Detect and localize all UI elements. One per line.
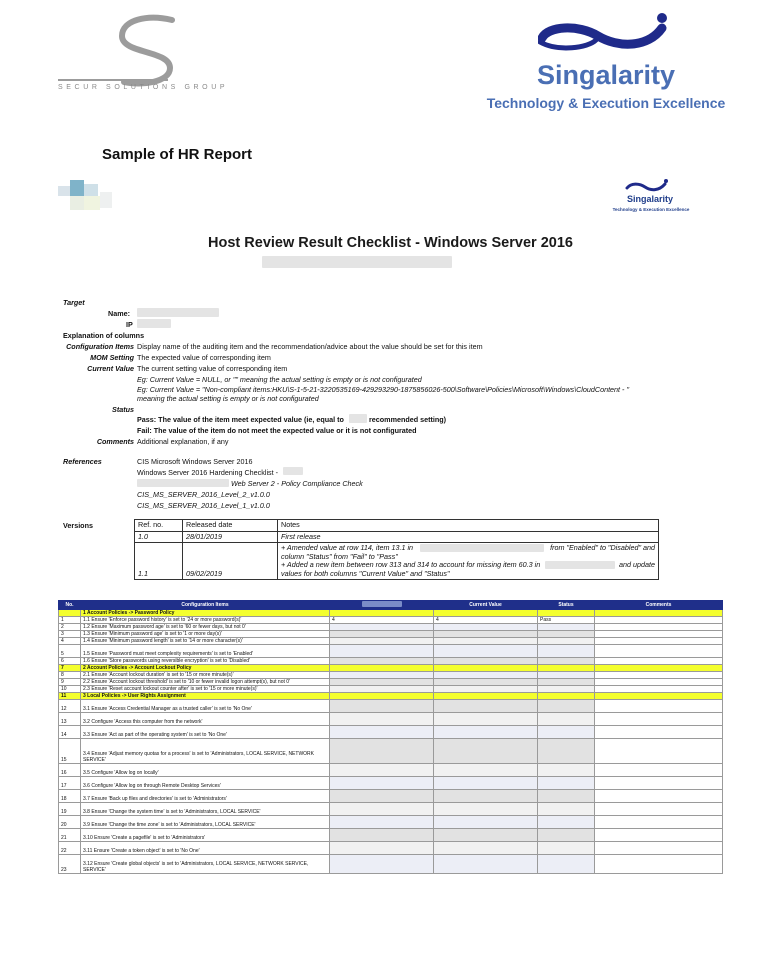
config-item: 2.3 Ensure 'Reset account lockout counter after' is set to '15 or more minute(s)'	[81, 686, 330, 693]
config-comments	[595, 842, 723, 855]
config-comments	[595, 624, 723, 631]
version-note: + Added a new item between row 313 and 314 to account for missing item 60.3 in	[281, 560, 541, 569]
config-status	[538, 672, 595, 679]
config-item: 1.5 Ensure 'Password must meet complexity requirements' is set to 'Enabled'	[81, 645, 330, 658]
config-current-value	[434, 790, 538, 803]
config-mom-setting	[330, 816, 434, 829]
brand-tagline: Technology & Execution Excellence	[486, 95, 726, 111]
mini-brand-tagline: Technology & Execution Excellence	[612, 207, 690, 212]
current-value-text: The current setting value of corresponding item	[137, 364, 288, 373]
config-mom-setting	[330, 645, 434, 658]
config-mom-setting	[330, 638, 434, 645]
config-status	[538, 803, 595, 816]
config-comments	[595, 829, 723, 842]
versions-header: Released date	[183, 520, 278, 532]
config-comments	[595, 679, 723, 686]
versions-label: Versions	[63, 521, 93, 530]
config-no: 9	[59, 679, 81, 686]
target-name-label: Name:	[108, 309, 130, 318]
config-mom-setting	[330, 713, 434, 726]
config-item: 3.7 Ensure 'Back up files and directories' is set to 'Administrators'	[81, 790, 330, 803]
config-mom-setting: 4	[330, 617, 434, 624]
config-items-text: Display name of the auditing item and the recommendation/advice about the value should be set for this item	[137, 342, 483, 351]
config-item-row	[59, 764, 723, 777]
config-status	[538, 816, 595, 829]
config-header-no: No.	[59, 601, 81, 610]
config-comments	[595, 610, 723, 617]
version-date: 09/02/2019	[183, 543, 278, 580]
version-note: values for both columns "Current Value" and "Status"	[281, 568, 450, 578]
redacted-reference	[137, 479, 229, 487]
config-no: 10	[59, 686, 81, 693]
config-mom-setting	[330, 693, 434, 700]
target-heading: Target	[63, 298, 85, 307]
config-current-value	[434, 739, 538, 764]
config-item-row	[59, 700, 723, 713]
config-header-status: Status	[538, 601, 595, 610]
config-item-row	[59, 672, 723, 679]
config-mom-setting	[330, 842, 434, 855]
config-item-row	[59, 638, 723, 645]
example-1: Eg: Current Value = NULL, or "" meaning the actual setting is empty or is not configurated	[137, 375, 422, 384]
version-note: and update	[619, 560, 655, 569]
config-no: 6	[59, 658, 81, 665]
config-item-row	[59, 624, 723, 631]
pass-text-end: recommended setting)	[369, 415, 447, 424]
status-label: Status	[112, 405, 134, 414]
config-no	[59, 610, 81, 617]
reference-item: Web Server 2 - Policy Compliance Check	[231, 479, 363, 488]
config-current-value	[434, 631, 538, 638]
config-mom-setting	[330, 686, 434, 693]
config-current-value	[434, 764, 538, 777]
config-comments	[595, 803, 723, 816]
config-item: 2 Account Policies -> Account Lockout Policy	[81, 665, 330, 672]
config-no: 19	[59, 803, 81, 816]
config-mom-setting	[330, 739, 434, 764]
comments-label: Comments	[96, 437, 134, 446]
config-header-mom	[330, 601, 434, 610]
config-status	[538, 700, 595, 713]
config-mom-setting	[330, 777, 434, 790]
config-status	[538, 638, 595, 645]
config-no: 5	[59, 645, 81, 658]
config-mom-setting	[330, 855, 434, 874]
config-comments	[595, 693, 723, 700]
config-comments	[595, 617, 723, 624]
reference-item: CIS_MS_SERVER_2016_Level_1_v1.0.0	[137, 501, 270, 510]
config-no: 13	[59, 713, 81, 726]
config-header-comments: Comments	[595, 601, 723, 610]
configuration-items-table	[58, 600, 723, 874]
version-date: 28/01/2019	[183, 531, 278, 543]
config-item: 1.6 Ensure 'Store passwords using reversible encryption' is set to 'Disabled'	[81, 658, 330, 665]
config-mom-setting	[330, 790, 434, 803]
config-section-row	[59, 610, 723, 617]
config-current-value	[434, 816, 538, 829]
config-no: 2	[59, 624, 81, 631]
redacted-name	[137, 308, 219, 317]
config-item: 3.11 Ensure 'Create a token object' is set to 'No One'	[81, 842, 330, 855]
versions-row	[135, 531, 659, 543]
config-comments	[595, 638, 723, 645]
redacted-ip	[137, 319, 171, 328]
config-item: 1.2 Ensure 'Maximum password age' is set to '60 or fewer days, but not 0'	[81, 624, 330, 631]
config-item: 1.4 Ensure 'Minimum password length' is set to '14 or more character(s)'	[81, 638, 330, 645]
current-value-label: Current Value	[87, 364, 134, 373]
config-status	[538, 658, 595, 665]
config-current-value	[434, 803, 538, 816]
config-current-value	[434, 713, 538, 726]
singalarity-logo	[538, 8, 678, 58]
config-item-row	[59, 777, 723, 790]
version-note-cell	[278, 543, 659, 580]
example-2b: meaning the actual setting is empty or is not configurated	[137, 394, 319, 403]
config-no: 17	[59, 777, 81, 790]
config-mom-setting	[330, 726, 434, 739]
mini-singalarity-logo	[625, 178, 671, 194]
config-no: 15	[59, 739, 81, 764]
comments-text: Additional explanation, if any	[137, 437, 229, 446]
config-item: 3.5 Configure 'Allow log on locally'	[81, 764, 330, 777]
config-header-current: Current Value	[434, 601, 538, 610]
config-no: 12	[59, 700, 81, 713]
config-comments	[595, 645, 723, 658]
config-comments	[595, 658, 723, 665]
config-current-value	[434, 700, 538, 713]
config-section-row	[59, 665, 723, 672]
config-current-value	[434, 693, 538, 700]
mom-setting-text: The expected value of corresponding item	[137, 353, 271, 362]
config-no: 23	[59, 855, 81, 874]
config-item: 3 Local Policies -> User Rights Assignment	[81, 693, 330, 700]
config-status	[538, 842, 595, 855]
config-item: 1 Account Policies -> Password Policy	[81, 610, 330, 617]
config-no: 7	[59, 665, 81, 672]
config-no: 20	[59, 816, 81, 829]
references-label: References	[63, 457, 102, 466]
config-current-value	[434, 610, 538, 617]
config-status	[538, 631, 595, 638]
config-current-value	[434, 686, 538, 693]
client-logo-blurred	[58, 180, 118, 214]
config-status	[538, 665, 595, 672]
config-mom-setting	[330, 672, 434, 679]
config-no: 16	[59, 764, 81, 777]
version-note: First release	[278, 531, 659, 543]
reference-item: Windows Server 2016 Hardening Checklist -	[137, 468, 279, 477]
redacted-header	[362, 601, 402, 607]
config-status	[538, 693, 595, 700]
config-status	[538, 777, 595, 790]
config-status	[538, 829, 595, 842]
config-status	[538, 739, 595, 764]
config-current-value	[434, 645, 538, 658]
config-current-value	[434, 672, 538, 679]
config-status	[538, 686, 595, 693]
config-no: 22	[59, 842, 81, 855]
pass-text: Pass: The value of the item meet expected value (ie, equal to	[137, 415, 344, 424]
config-item-row	[59, 803, 723, 816]
config-no: 21	[59, 829, 81, 842]
config-comments	[595, 686, 723, 693]
config-current-value: 4	[434, 617, 538, 624]
config-status	[538, 764, 595, 777]
versions-table	[134, 519, 659, 580]
config-no: 4	[59, 638, 81, 645]
config-item: 3.4 Ensure 'Adjust memory quotas for a process' is set to 'Administrators, LOCAL SERVICE, NETWORK SERVICE'	[81, 739, 330, 764]
config-mom-setting	[330, 679, 434, 686]
config-mom-setting	[330, 658, 434, 665]
config-comments	[595, 700, 723, 713]
reference-item: CIS Microsoft Windows Server 2016	[137, 457, 253, 466]
config-item: 3.12 Ensure 'Create global objects' is set to 'Administrators, LOCAL SERVICE, NETWORK SERVICE, SERVICE'	[81, 855, 330, 874]
example-2a: Eg: Current Value = "Non-compliant items:HKU\S-1-5-21-3220535169-429293290-1875856026-500\Software\Policies\Microsoft\Windows\CloudContent - "	[137, 385, 629, 394]
version-note: from "Enabled" to "Disabled" and	[550, 543, 655, 552]
version-ref: 1.0	[135, 531, 183, 543]
config-item-row	[59, 790, 723, 803]
config-item: 1.1 Ensure 'Enforce password history' is set to '24 or more password(s)'	[81, 617, 330, 624]
config-current-value	[434, 842, 538, 855]
config-header-row	[59, 601, 723, 610]
config-comments	[595, 665, 723, 672]
config-mom-setting	[330, 700, 434, 713]
fail-text: Fail: The value of the item do not meet the expected value or it is not configurated	[137, 426, 417, 435]
config-current-value	[434, 658, 538, 665]
config-no: 8	[59, 672, 81, 679]
config-mom-setting	[330, 764, 434, 777]
redacted-note	[420, 544, 544, 552]
brand-name: Singalarity	[536, 60, 676, 90]
config-item: 3.3 Ensure 'Act as part of the operating system' is set to 'No One'	[81, 726, 330, 739]
config-item: 1.3 Ensure 'Minimum password age' is set to '1 or more day(s)'	[81, 631, 330, 638]
redacted-pass	[349, 414, 367, 423]
config-item: 2.2 Ensure 'Account lockout threshold' is set to '10 or fewer invalid logon attempt(s), but not 0'	[81, 679, 330, 686]
config-items-label: Configuration Items	[66, 342, 134, 351]
config-no: 1	[59, 617, 81, 624]
config-mom-setting	[330, 829, 434, 842]
versions-header: Ref. no.	[135, 520, 183, 532]
config-section-row	[59, 693, 723, 700]
config-item: 3.9 Ensure 'Change the time zone' is set to 'Administrators, LOCAL SERVICE'	[81, 816, 330, 829]
config-current-value	[434, 679, 538, 686]
config-current-value	[434, 638, 538, 645]
config-current-value	[434, 855, 538, 874]
config-item-row	[59, 617, 723, 624]
config-item-row	[59, 658, 723, 665]
config-current-value	[434, 829, 538, 842]
redacted-reference	[283, 467, 303, 475]
config-header-items: Configuration Items	[81, 601, 330, 610]
config-current-value	[434, 624, 538, 631]
version-note: column "Status" from "Fail" to "Pass"	[281, 551, 398, 561]
config-mom-setting	[330, 665, 434, 672]
config-item: 2.1 Ensure 'Account lockout duration' is set to '15 or more minute(s)'	[81, 672, 330, 679]
version-ref: 1.1	[135, 543, 183, 580]
config-status	[538, 679, 595, 686]
config-comments	[595, 777, 723, 790]
mom-setting-label: MOM Setting	[90, 353, 134, 362]
config-comments	[595, 672, 723, 679]
config-comments	[595, 713, 723, 726]
config-comments	[595, 631, 723, 638]
config-item-row	[59, 631, 723, 638]
config-item: 3.6 Configure 'Allow log on through Remote Desktop Services'	[81, 777, 330, 790]
secur-solutions-text: SECUR SOLUTIONS GROUP	[58, 84, 229, 91]
target-ip-label: IP	[126, 320, 133, 329]
redacted-note	[545, 561, 615, 569]
redacted-subtitle	[262, 256, 452, 268]
config-status	[538, 645, 595, 658]
sample-title: Sample of HR Report	[102, 146, 253, 163]
config-mom-setting	[330, 610, 434, 617]
config-item-row	[59, 855, 723, 874]
config-table-body	[59, 610, 723, 874]
versions-header-row	[135, 520, 659, 532]
mini-brand-name: Singalarity	[626, 194, 673, 204]
versions-header: Notes	[278, 520, 659, 532]
reference-item: CIS_MS_SERVER_2016_Level_2_v1.0.0	[137, 490, 270, 499]
config-mom-setting	[330, 624, 434, 631]
config-item-row	[59, 645, 723, 658]
config-no: 14	[59, 726, 81, 739]
config-item: 3.10 Ensure 'Create a pagefile' is set to 'Administrators'	[81, 829, 330, 842]
config-current-value	[434, 777, 538, 790]
config-item-row	[59, 829, 723, 842]
config-status	[538, 790, 595, 803]
config-current-value	[434, 726, 538, 739]
config-item: 3.8 Ensure 'Change the system time' is set to 'Administrators, LOCAL SERVICE'	[81, 803, 330, 816]
config-current-value	[434, 665, 538, 672]
config-item: 3.2 Configure 'Access this computer from the network'	[81, 713, 330, 726]
explanation-heading: Explanation of columns	[63, 331, 145, 340]
config-mom-setting	[330, 631, 434, 638]
config-no: 3	[59, 631, 81, 638]
versions-row	[135, 543, 659, 580]
config-mom-setting	[330, 803, 434, 816]
config-comments	[595, 816, 723, 829]
config-status	[538, 855, 595, 874]
version-note: + Amended value at row 114, item 13.1 in	[281, 543, 414, 552]
config-no: 18	[59, 790, 81, 803]
config-item-row	[59, 679, 723, 686]
config-item-row	[59, 739, 723, 764]
config-item-row	[59, 842, 723, 855]
config-status	[538, 713, 595, 726]
config-item-row	[59, 713, 723, 726]
config-comments	[595, 790, 723, 803]
config-comments	[595, 739, 723, 764]
config-comments	[595, 764, 723, 777]
config-item: 3.1 Ensure 'Access Credential Manager as a trusted caller' is set to 'No One'	[81, 700, 330, 713]
config-status	[538, 610, 595, 617]
config-status: Pass	[538, 617, 595, 624]
config-status	[538, 624, 595, 631]
config-item-row	[59, 816, 723, 829]
config-item-row	[59, 726, 723, 739]
config-no: 11	[59, 693, 81, 700]
document-title: Host Review Result Checklist - Windows Server 2016	[208, 235, 573, 251]
config-comments	[595, 855, 723, 874]
config-status	[538, 726, 595, 739]
config-item-row	[59, 686, 723, 693]
config-comments	[595, 726, 723, 739]
